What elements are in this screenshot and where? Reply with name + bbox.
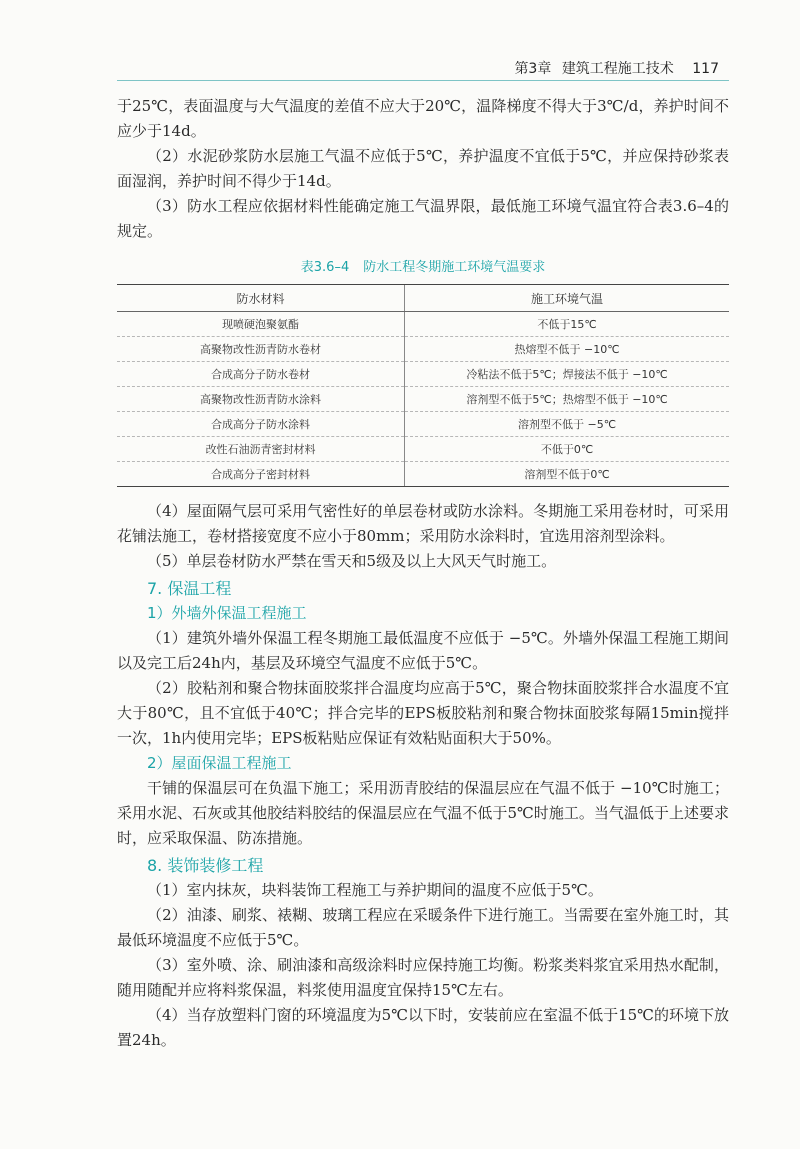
paragraph: （2）油漆、刷浆、裱糊、玻璃工程应在采暖条件下进行施工。当需要在室外施工时，其最低环境温度不应低于5℃。 <box>117 906 729 949</box>
paragraph: （3）室外喷、涂、刷油漆和高级涂料时应保持施工均衡。粉浆类料浆宜采用热水配制，随用随配并应将料浆保温，料浆使用温度宜保持15℃左右。 <box>117 956 729 999</box>
table-cell: 溶剂型不低于0℃ <box>405 462 729 487</box>
table-cell: 改性石油沥青密封材料 <box>117 437 405 462</box>
chapter-title: 建筑工程施工技术 <box>561 61 674 77</box>
paragraph: （1）室内抹灰，块料装饰工程施工与养护期间的温度不应低于5℃。 <box>147 881 603 899</box>
table-title: 防水工程冬期施工环境气温要求 <box>363 260 546 275</box>
table-cell: 热熔型不低于 −10℃ <box>405 337 729 362</box>
table-row <box>117 437 729 462</box>
table-cell: 冷粘法不低于5℃；焊接法不低于 −10℃ <box>405 362 729 387</box>
table-cell: 不低于0℃ <box>405 437 729 462</box>
paragraph: （3）防水工程应依据材料性能确定施工气温界限，最低施工环境气温宜符合表3.6–4的规定。 <box>117 197 729 240</box>
table-cell: 合成高分子密封材料 <box>117 462 405 487</box>
subsection-heading: 2）屋面保温工程施工 <box>147 754 292 772</box>
table-caption <box>117 258 729 278</box>
header-rule <box>117 80 729 81</box>
table-cell: 溶剂型不低于 −5℃ <box>405 412 729 437</box>
paragraph: （2）水泥砂浆防水层施工气温不应低于5℃，养护温度不宜低于5℃，并应保持砂浆表面湿润，养护时间不得少于14d。 <box>117 147 729 190</box>
page-number: 117 <box>692 61 719 77</box>
table-cell: 高聚物改性沥青防水涂料 <box>117 387 405 412</box>
paragraph: （4）屋面隔气层可采用气密性好的单层卷材或防水涂料。冬期施工采用卷材时，可采用花铺法施工，卷材搭接宽度不应小于80mm；采用防水涂料时，宜选用溶剂型涂料。 <box>117 502 729 545</box>
paragraph: 干铺的保温层可在负温下施工；采用沥青胶结的保温层应在气温不低于 −10℃时施工；采用水泥、石灰或其他胶结料胶结的保温层应在气温不低于5℃时施工。当气温低于上述要求时，应采取保温、防冻措施。 <box>117 779 729 847</box>
temperature-table <box>117 284 729 487</box>
paragraph: 于25℃，表面温度与大气温度的差值不应大于20℃，温降梯度不得大于3℃/d，养护时间不应少于14d。 <box>117 97 729 140</box>
table-row <box>117 362 729 387</box>
table-cell: 合成高分子防水涂料 <box>117 412 405 437</box>
table-cell: 溶剂型不低于5℃；热熔型不低于 −10℃ <box>405 387 729 412</box>
page-body <box>117 94 729 1053</box>
table-row <box>117 412 729 437</box>
table-cell: 高聚物改性沥青防水卷材 <box>117 337 405 362</box>
chapter-number: 第3章 <box>514 61 552 77</box>
running-head <box>508 58 719 78</box>
table-row <box>117 312 729 337</box>
table-number: 表3.6–4 <box>300 260 350 275</box>
column-header: 防水材料 <box>117 285 405 312</box>
section-heading: 7. 保温工程 <box>147 579 232 598</box>
section-heading: 8. 装饰装修工程 <box>147 856 264 875</box>
table-header-row <box>117 285 729 312</box>
table-cell: 合成高分子防水卷材 <box>117 362 405 387</box>
table-row <box>117 462 729 487</box>
paragraph: （5）单层卷材防水严禁在雪天和5级及以上大风天气时施工。 <box>147 552 557 570</box>
subsection-heading: 1）外墙外保温工程施工 <box>147 604 307 622</box>
table-row <box>117 387 729 412</box>
page-header <box>117 56 729 84</box>
paragraph: （4）当存放塑料门窗的环境温度为5℃以下时，安装前应在室温不低于15℃的环境下放置24h。 <box>117 1006 729 1049</box>
table-cell: 现喷硬泡聚氨酯 <box>117 312 405 337</box>
table-cell: 不低于15℃ <box>405 312 729 337</box>
table-row <box>117 337 729 362</box>
column-header: 施工环境气温 <box>405 285 729 312</box>
paragraph: （1）建筑外墙外保温工程冬期施工最低温度不应低于 −5℃。外墙外保温工程施工期间以及完工后24h内，基层及环境空气温度不应低于5℃。 <box>117 629 729 672</box>
paragraph: （2）胶粘剂和聚合物抹面胶浆拌合温度均应高于5℃，聚合物抹面胶浆拌合水温度不宜大于80℃，且不宜低于40℃；拌合完毕的EPS板胶粘剂和聚合物抹面胶浆每隔15min搅拌一次，1h内使用完毕；EPS板粘贴应保证有效粘贴面积大于50%。 <box>117 679 729 747</box>
